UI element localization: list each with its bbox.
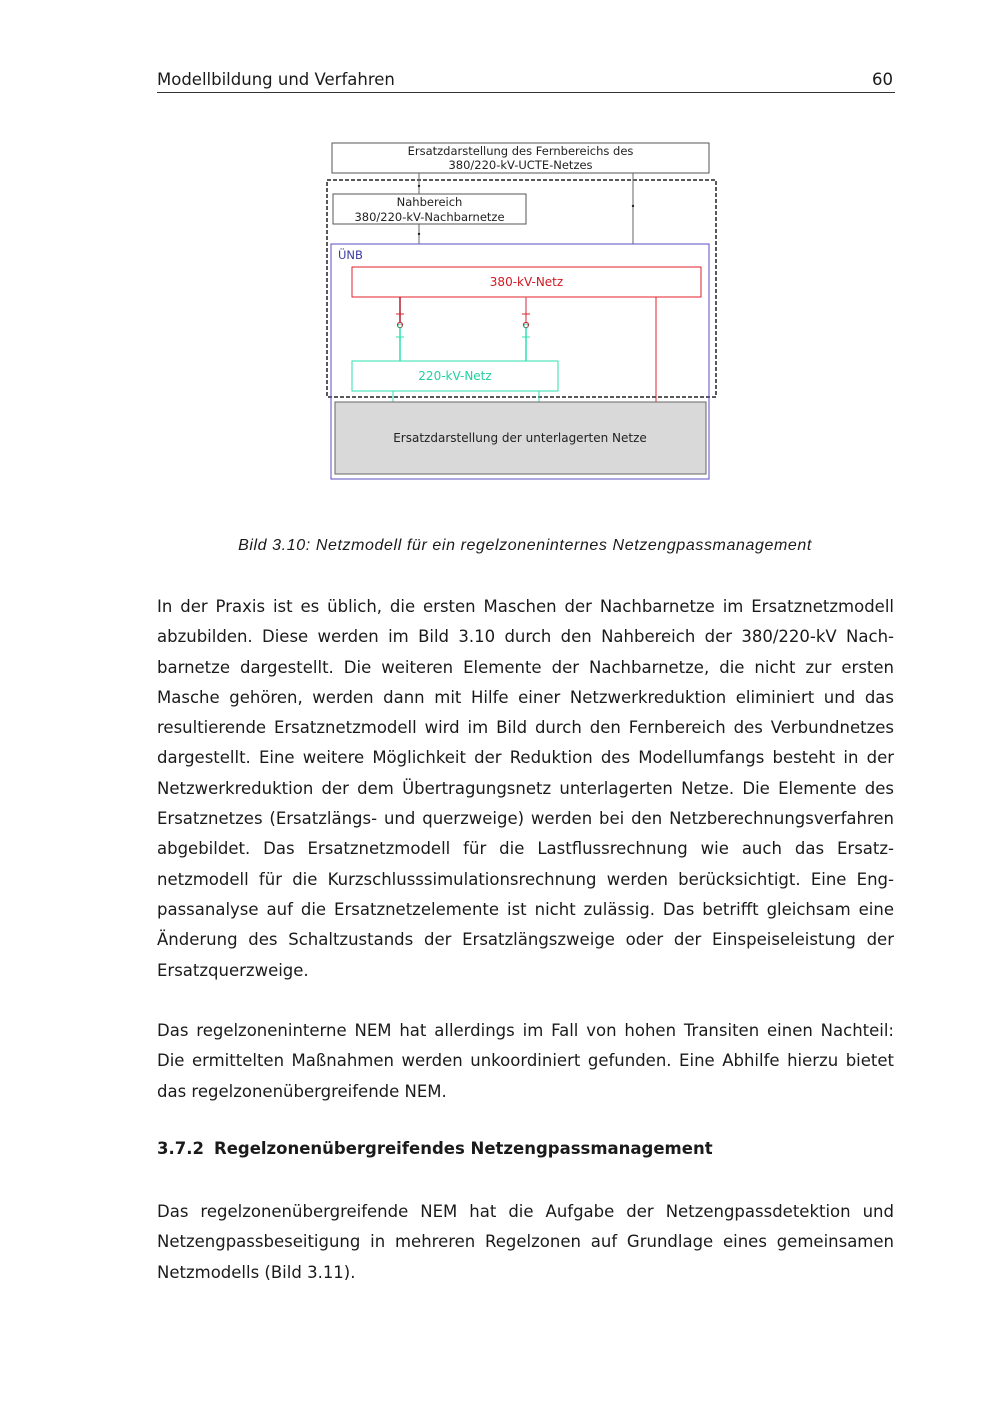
- section-title: Regelzonenübergreifendes Netzengpassmanagement: [213, 1139, 713, 1158]
- unterlagert-label: Ersatzdarstellung der unterlagerten Netze: [393, 431, 647, 445]
- figure-caption: Bild 3.10: Netzmodell für ein regelzoneninternes Netzengpassmanagement: [238, 537, 812, 554]
- body-paragraph: Das regelzonenübergreifende NEM hat die Aufgabe der Netzengpassdetektion und Netzengpassbeseitigung in mehreren Regelzonen auf Grundlage eines gemeinsamen Netzmodells (Bild 3.11).: [157, 1202, 894, 1282]
- network-diagram: [0, 0, 1000, 500]
- nahbereich-label-line1: Nahbereich: [396, 195, 463, 209]
- running-title: Modellbildung und Verfahren: [157, 70, 395, 89]
- body-paragraph: In der Praxis ist es üblich, die ersten Maschen der Nachbarnetze im Ersatznetzmodell abzubilden. Diese werden im Bild 3.10 durch den Nahbereich der 380/220-kV Nachbarnetze dargestellt. Die weiteren Elemente der Nachbarnetze, die nicht zur ersten Masche gehören, werden dann mit Hilfe einer Netzwerkreduktion eliminiert und das resultierende Ersatznetzmodell wird im Bild durch den Fernbereich des Verbundnetzes dargestellt. Eine weitere Möglichkeit der Reduktion des Modellumfangs besteht in der Netzwerkreduktion der dem Übertragungsnetz unterlagerten Netze. Die Elemente des Ersatznetzes (Ersatzlängs- und querzweige) werden bei den Netzberechnungsverfahren abgebildet. Das Ersatznetzmodell für die Lastflussrechnung wie auch das Ersatznetzmodell für die Kurzschlusssimulationsrechnung werden berücksichtigt. Eine Engpassanalyse auf die Ersatznetzelemente ist nicht zulässig. Das betrifft gleichsam eine Änderung des Schaltzustands der Ersatzlängszweige oder der Einspeiseleistung der Ersatzquerzweige.: [157, 597, 894, 980]
- fernbereich-label-line2: 380/220-kV-UCTE-Netzes: [448, 158, 593, 172]
- net-380kv-label: 380-kV-Netz: [489, 275, 564, 289]
- node-dot: [418, 233, 420, 235]
- node-dot: [418, 185, 420, 187]
- body-paragraph: Das regelzoneninterne NEM hat allerdings im Fall von hohen Transiten einen Nachteil: Die ermittelten Maßnahmen werden unkoordiniert gefunden. Eine Abhilfe hierzu bietet das regelzonenübergreifende NEM.: [157, 1021, 894, 1101]
- net-220kv-label: 220-kV-Netz: [418, 369, 492, 383]
- page-number: 60: [872, 70, 893, 89]
- section-number: 3.7.2: [157, 1139, 204, 1158]
- node-dot: [632, 205, 634, 207]
- figure-network-model: [0, 0, 1000, 500]
- nahbereich-label-line2: 380/220-kV-Nachbarnetze: [354, 210, 505, 224]
- section-heading: [157, 1139, 713, 1158]
- uenb-label: ÜNB: [338, 248, 363, 262]
- fernbereich-label-line1: Ersatzdarstellung des Fernbereichs des: [407, 144, 634, 158]
